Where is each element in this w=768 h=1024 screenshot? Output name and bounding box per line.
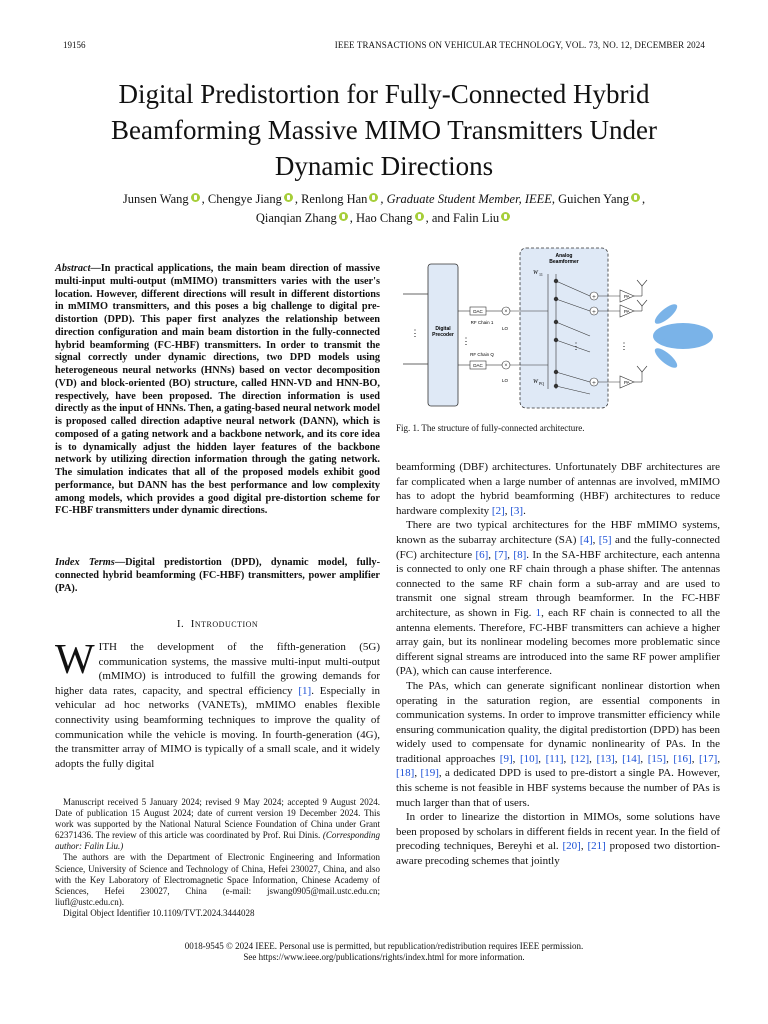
- svg-text:+: +: [592, 293, 596, 301]
- orcid-icon[interactable]: [284, 193, 293, 202]
- author-name: , Guichen Yang: [551, 192, 629, 206]
- citation-link[interactable]: [15]: [647, 752, 667, 765]
- citation-link[interactable]: [6]: [475, 548, 489, 561]
- citation-link[interactable]: [19]: [420, 767, 439, 780]
- citation-link[interactable]: [16]: [673, 752, 692, 765]
- dac-label: DAC: [473, 309, 483, 314]
- svg-text:+: +: [592, 379, 596, 387]
- citation-link[interactable]: [13]: [596, 752, 615, 765]
- beam-pattern-icon: [652, 301, 713, 371]
- svg-text:⋮: ⋮: [619, 341, 629, 351]
- figure-fc-architecture: [398, 244, 720, 414]
- citation-link[interactable]: [1]: [298, 684, 312, 697]
- antenna-icon: [637, 366, 647, 372]
- svg-text:PA: PA: [624, 380, 630, 385]
- abstract: [55, 263, 380, 518]
- author-name: Junsen Wang: [122, 192, 189, 206]
- citation-link[interactable]: [8]: [513, 548, 527, 561]
- author-name: , and Falin Liu: [425, 211, 500, 225]
- citation-link[interactable]: [12]: [570, 752, 590, 765]
- citation-link[interactable]: [21]: [587, 840, 606, 853]
- citation-link[interactable]: [5]: [598, 533, 612, 546]
- index-terms-text: —Digital predistortion (DPD), dynamic model, fully-connected hybrid beamforming (FC-HBF) transmitters, power amplifier (PA).: [55, 557, 381, 594]
- citation-link[interactable]: [20]: [562, 840, 581, 853]
- antenna-icon: [637, 300, 647, 306]
- copyright-notice: 0018-9545 © 2024 IEEE. Personal use is permitted, but republication/redistribution requires IEEE permission. See https://www.ieee.org/publications/rights/index.html for more information.: [184, 941, 584, 962]
- rf-chain-q-label: RF Chain Q: [470, 352, 494, 357]
- footnote: Manuscript received 5 January 2024; revised 9 May 2024; accepted 9 August 2024. Date of publication 15 August 2024; date of current version 19 December 2024. This work was supported by the National Natural Science Foundation of China under Grant 62371436. The review of this article was coordinated by Prof. Rui Dinis. (Corresponding author: Falin Liu.) The authors are with the Department of Electronic Engineering and Information Science, University of Science and Technology of China, Hefei 230027, China, and also with the Key Laboratory of Electromagnetic Space Information, Chinese Academy of Sciences, Hefei 230027, China (e-mail: jswang0905@mail.ustc.edu.cn; liufl@ustc.edu.cn). Digital Object Identifier 10.1109/TVT.2024.3444028: [55, 797, 380, 918]
- citation-link[interactable]: [3]: [510, 504, 524, 517]
- author-name: Qianqian Zhang: [255, 211, 337, 225]
- svg-text:⋮: ⋮: [461, 336, 471, 346]
- author-name: , Renlong Han: [294, 192, 368, 206]
- wpq-label: W: [533, 379, 538, 385]
- index-terms-label: Index Terms: [55, 557, 115, 568]
- analog-label: Analog: [555, 253, 573, 259]
- svg-text:11: 11: [539, 272, 543, 277]
- page-number: 19156: [63, 40, 86, 50]
- rf-chain-1-label: RF Chain 1: [470, 320, 494, 325]
- intro-paragraph: WITH the development of the fifth-generation (5G) communication systems, the massive multi-input multi-output (mMIMO) is introduced to fulfill the growing demands for higher data rates, capacity, and spectral efficiency [1]. Especially in vehicular ad hoc networks (VANETs), mMIMO enables flexible connectivity using beamforming techniques to improve the quality of communication while the vehicle is moving. In fourth-generation (4G), the transmitter array of MIMO is typically of a small scale, and it widely adopts the fully digital: [55, 637, 381, 770]
- author-list: Junsen Wang , Chengye Jiang , Renlong Han , Graduate Student Member, IEEE, Guichen Yang , Qianqian Zhang , Hao Chang , and Falin Liu: [122, 192, 646, 225]
- svg-text:DAC: DAC: [473, 363, 483, 368]
- citation-link[interactable]: [7]: [494, 548, 508, 561]
- orcid-icon[interactable]: [415, 212, 424, 221]
- svg-text:Precoder: Precoder: [432, 332, 454, 338]
- svg-text:PA: PA: [624, 309, 630, 314]
- orcid-icon[interactable]: [191, 193, 200, 202]
- author-name: , Hao Chang: [349, 211, 413, 225]
- citation-link[interactable]: [18]: [396, 767, 415, 780]
- svg-text:+: +: [592, 308, 596, 316]
- svg-text:⋮: ⋮: [410, 328, 420, 338]
- figure-link[interactable]: 1: [535, 606, 542, 619]
- svg-text:×: ×: [504, 363, 508, 369]
- citation-link[interactable]: [11]: [545, 752, 564, 765]
- svg-text:LO: LO: [502, 378, 509, 383]
- svg-text:⋮: ⋮: [571, 341, 581, 351]
- citation-link[interactable]: [9]: [499, 752, 513, 765]
- author-membership: , Graduate Student Member, IEEE: [380, 192, 552, 206]
- citation-link[interactable]: [10]: [519, 752, 539, 765]
- svg-text:PQ: PQ: [539, 381, 545, 386]
- citation-link[interactable]: [4]: [579, 533, 593, 546]
- author-name: , Chengye Jiang: [201, 192, 282, 206]
- precoder-label: Digital: [435, 326, 451, 332]
- citation-link[interactable]: [17]: [699, 752, 718, 765]
- drop-cap: W: [55, 637, 95, 683]
- orcid-icon[interactable]: [369, 193, 378, 202]
- orcid-icon[interactable]: [339, 212, 348, 221]
- abstract-label: Abstract: [55, 263, 91, 274]
- section-heading: I. Introduction: [176, 618, 259, 630]
- figure-caption: Fig. 1. The structure of fully-connected architecture.: [396, 423, 585, 433]
- index-terms: [55, 557, 380, 595]
- citation-link[interactable]: [2]: [491, 504, 505, 517]
- right-column-body: beamforming (DBF) architectures. Unfortunately DBF architectures are far complicated when a large number of antennas are involved, mMIMO has to adopt the hybrid beamforming (HBF) architectures to reduce hardware complexity [2], [3]. There are two typical architectures for the HBF mMIMO systems, known as the subarray architecture (SA) [4], [5] and the fully-connected (FC) architecture [6], [7], [8]. In the SA-HBF architecture, each antenna is connected to only one RF chain through a phase shifter. The antennas connected to the same RF chain form a sub-array and are used to transmit one signal stream through beamformer. In the FC-HBF architecture, as shown in Fig. 1, each RF chain is connected to all the antenna elements. Therefore, FC-HBF transmitters can achieve a higher array gain, but its nonlinear modeling becomes more problematic since different signal streams are introduced into the same RF power amplifier (PA), which can cause interference. The PAs, which can generate significant nonlinear distortion when operating in the saturation region, are essential components in communication systems. In order to improve transmitter efficiency while ensuring communication quality, the digital predistortion (DPD) has been widely used to compensate for dynamic nonlinearity of PAs. In the traditional approaches [9], [10], [11], [12], [13], [14], [15], [16], [17], [18], [19], a dedicated DPD is used to pre-distort a single PA. However, this scheme is not feasible in HBF systems because the number of PAs is much larger than that of users. In order to linearize the distortion in MIMOs, some solutions have been proposed by scholars in different fields in recent year. In the field of precoding techniques, Bereyhi et al. [20], [21] proposed two distortion-aware precoding schemes that jointly: [396, 461, 721, 868]
- paper-title: Digital Predistortion for Fully-Connected Hybrid Beamforming Massive MIMO Transmitters Under Dynamic Directions: [111, 79, 657, 181]
- citation-link[interactable]: [14]: [622, 752, 641, 765]
- svg-text:×: ×: [504, 309, 508, 315]
- antenna-icon: [637, 280, 647, 286]
- journal-header: IEEE TRANSACTIONS ON VEHICULAR TECHNOLOGY, VOL. 73, NO. 12, DECEMBER 2024: [334, 40, 705, 50]
- lo-label: LO: [502, 326, 509, 331]
- w11-label: W: [533, 270, 538, 276]
- abstract-text: —In practical applications, the main beam direction of massive multi-input multi-output (mMIMO) transmitters varies with the user's location. However, different directions will result in different distortions in mMIMO transmitters, and this poses a big challenge to digital pre-distortion (DPD). This paper first analyzes the relationship between direction configuration and main beam distortion in the fully-connected hybrid beamforming (FC-HBF) transmitters. In order to transmit the signal correctly under dynamic directions, two DPD models using heterogeneous neural networks (HNNs) based on vector decomposition (VD) and block-oriented (BO) structure, called HNN-VD and HNN-BO, respectively, have been proposed. The direction information is used directly as the input of HNNs. Then, a gating-based neural network model is proposed called direction adaptive neural network (DANN), which is composed of a gating network and a backbone network, and its core idea is to dynamically adjust the hidden layer features of the backbone network by utilizing direction information through the gating network. The simulation indicates that all of the proposed models exhibit good performance, but DANN has the best performance and low complexity among models, which provides a good digital pre-distortion scheme for FC-HBF transmitters under dynamic directions.: [55, 263, 380, 517]
- orcid-icon[interactable]: [631, 193, 640, 202]
- svg-text:PA: PA: [624, 294, 630, 299]
- svg-text:Beamformer: Beamformer: [549, 259, 579, 265]
- orcid-icon[interactable]: [501, 212, 510, 221]
